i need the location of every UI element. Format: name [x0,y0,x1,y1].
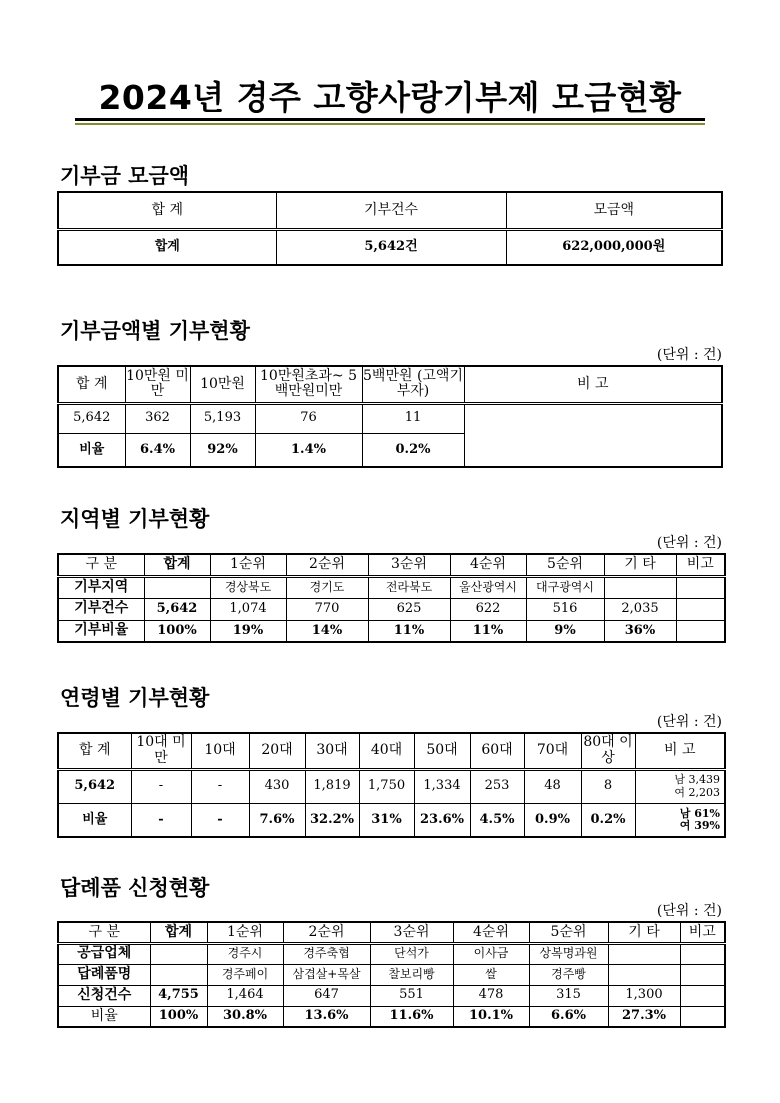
table-cell: 5,642 [58,403,125,433]
table-cell: 14% [286,620,368,642]
table-cell: 622 [450,598,526,620]
table-cell [608,964,680,985]
row-label: 비율 [58,803,131,837]
unit-label: (단위 : 건) [656,903,722,919]
female-count: 여 2,203 [674,785,720,799]
table-cell: 1,750 [359,769,414,803]
table-cell: 30.8% [207,1006,283,1027]
table-cell [676,576,725,598]
table-header: 기 타 [604,554,676,576]
table-cell: 1,819 [305,769,359,803]
table-cell [608,943,680,964]
row-label: 기부건수 [58,598,144,620]
table-cell: 5,642건 [276,229,506,265]
title-underline [75,118,705,121]
table-cell: 경주빵 [529,964,608,985]
table-cell: 11% [450,620,526,642]
table-cell: 11% [368,620,450,642]
table-cell: 19% [210,620,286,642]
female-ratio: 여 39% [679,818,720,832]
table-cell [680,985,725,1006]
table-cell: 31% [359,803,414,837]
table-cell: 622,000,000원 [506,229,722,265]
table-header: 4순위 [453,922,529,943]
table-cell: 430 [249,769,305,803]
row-label: 신청건수 [58,985,150,1006]
table-header: 구 분 [58,922,150,943]
table-cell: 상복명과원 [529,943,608,964]
table-header: 30대 [305,733,359,769]
table-cell: 찰보리빵 [370,964,453,985]
table-header: 1순위 [207,922,283,943]
table-cell: 울산광역시 [450,576,526,598]
male-ratio: 남 61% [679,806,720,820]
table-cell: 10.1% [453,1006,529,1027]
table-cell: 경주페이 [207,964,283,985]
table-cell: 대구광역시 [526,576,604,598]
table-cell: 7.6% [249,803,305,837]
table-header: 합 계 [58,733,131,769]
table-header: 5백만원 (고액기부자) [362,366,464,403]
table-cell [604,576,676,598]
table-cell [680,943,725,964]
section-heading-amount: 기부금액별 기부현황 [60,319,250,343]
section-heading-region: 지역별 기부현황 [60,507,210,531]
table-cell [680,1006,725,1027]
gender-ratio-note [635,803,725,837]
table-cell [150,964,207,985]
table-cell: 92% [190,433,255,467]
table-cell: 76 [255,403,362,433]
table-cell: 5,642 [58,769,131,803]
table-cell: 단석가 [370,943,453,964]
row-label: 비율 [58,1006,150,1027]
table-cell: 8 [581,769,635,803]
table-cell: 합계 [58,229,276,265]
table-header: 10대 [191,733,249,769]
table-header: 비 고 [464,366,722,403]
table-cell: 36% [604,620,676,642]
table-cell: 32.2% [305,803,359,837]
table-cell: 362 [125,403,190,433]
donation-total-table [57,191,723,266]
table-header: 40대 [359,733,414,769]
table-header: 비 고 [635,733,725,769]
gift-table [57,921,726,1028]
table-cell: 23.6% [414,803,470,837]
gender-count-note [635,769,725,803]
table-cell: 경기도 [286,576,368,598]
table-header: 50대 [414,733,470,769]
table-header: 60대 [470,733,524,769]
table-cell: 쌀 [453,964,529,985]
table-cell: 전라북도 [368,576,450,598]
table-cell: 경주시 [207,943,283,964]
table-header: 10만원초과~ 5백만원미만 [255,366,362,403]
table-cell: 647 [283,985,370,1006]
table-cell: - [131,769,191,803]
table-cell [680,964,725,985]
title-underline-accent [75,123,705,125]
table-cell [144,576,210,598]
unit-label: (단위 : 건) [656,535,722,551]
table-cell: 1,300 [608,985,680,1006]
table-header: 비고 [680,922,725,943]
table-header: 4순위 [450,554,526,576]
table-header: 합계 [144,554,210,576]
table-header: 80대 이상 [581,733,635,769]
remarks-cell [464,403,722,467]
table-cell: 253 [470,769,524,803]
table-cell: 6.4% [125,433,190,467]
section-heading-donation-total: 기부금 모금액 [60,164,190,188]
table-header: 기부건수 [276,192,506,229]
table-header: 비고 [676,554,725,576]
table-cell: 11.6% [370,1006,453,1027]
table-cell: 0.2% [581,803,635,837]
table-cell: 이사금 [453,943,529,964]
section-heading-gift: 답례품 신청현황 [60,876,210,900]
table-cell: 100% [150,1006,207,1027]
table-cell: 4,755 [150,985,207,1006]
table-cell: 5,642 [144,598,210,620]
table-cell [676,598,725,620]
row-label: 기부비율 [58,620,144,642]
row-label: 기부지역 [58,576,144,598]
table-cell: - [131,803,191,837]
table-cell: 315 [529,985,608,1006]
table-cell: 1,464 [207,985,283,1006]
table-cell: - [191,803,249,837]
table-header: 구 분 [58,554,144,576]
table-header: 모금액 [506,192,722,229]
table-cell: - [191,769,249,803]
table-cell: 13.6% [283,1006,370,1027]
amount-table [57,365,723,468]
table-header: 20대 [249,733,305,769]
table-cell [150,943,207,964]
table-cell: 6.6% [529,1006,608,1027]
table-header: 70대 [524,733,581,769]
table-cell: 100% [144,620,210,642]
table-header: 합 계 [58,192,276,229]
table-header: 5순위 [529,922,608,943]
table-header: 10만원 미만 [125,366,190,403]
table-cell: 0.2% [362,433,464,467]
page-title: 2024년 경주 고향사랑기부제 모금현황 [98,78,682,117]
table-cell: 770 [286,598,368,620]
row-label: 답례품명 [58,964,150,985]
table-header: 10만원 [190,366,255,403]
table-header: 합계 [150,922,207,943]
unit-label: (단위 : 건) [656,714,722,730]
region-table [57,553,726,643]
table-cell: 2,035 [604,598,676,620]
table-cell: 1,334 [414,769,470,803]
table-cell: 5,193 [190,403,255,433]
table-header: 5순위 [526,554,604,576]
table-cell: 625 [368,598,450,620]
table-header: 2순위 [286,554,368,576]
table-cell: 1,074 [210,598,286,620]
table-header: 기 타 [608,922,680,943]
table-cell: 경상북도 [210,576,286,598]
table-cell: 비율 [58,433,125,467]
table-cell: 551 [370,985,453,1006]
male-count: 남 3,439 [674,773,720,787]
table-cell: 0.9% [524,803,581,837]
age-table [57,732,726,838]
unit-label: (단위 : 건) [656,347,722,363]
table-header: 2순위 [283,922,370,943]
table-cell: 4.5% [470,803,524,837]
table-cell: 27.3% [608,1006,680,1027]
table-header: 1순위 [210,554,286,576]
table-cell: 516 [526,598,604,620]
section-heading-age: 연령별 기부현황 [60,686,210,710]
table-cell [676,620,725,642]
table-cell: 1.4% [255,433,362,467]
row-label: 공급업체 [58,943,150,964]
table-cell: 9% [526,620,604,642]
table-cell: 삼겹살+목살 [283,964,370,985]
table-cell: 11 [362,403,464,433]
table-header: 10대 미만 [131,733,191,769]
table-header: 3순위 [368,554,450,576]
table-header: 3순위 [370,922,453,943]
table-header: 합 계 [58,366,125,403]
table-cell: 478 [453,985,529,1006]
table-cell: 48 [524,769,581,803]
table-cell: 경주축협 [283,943,370,964]
